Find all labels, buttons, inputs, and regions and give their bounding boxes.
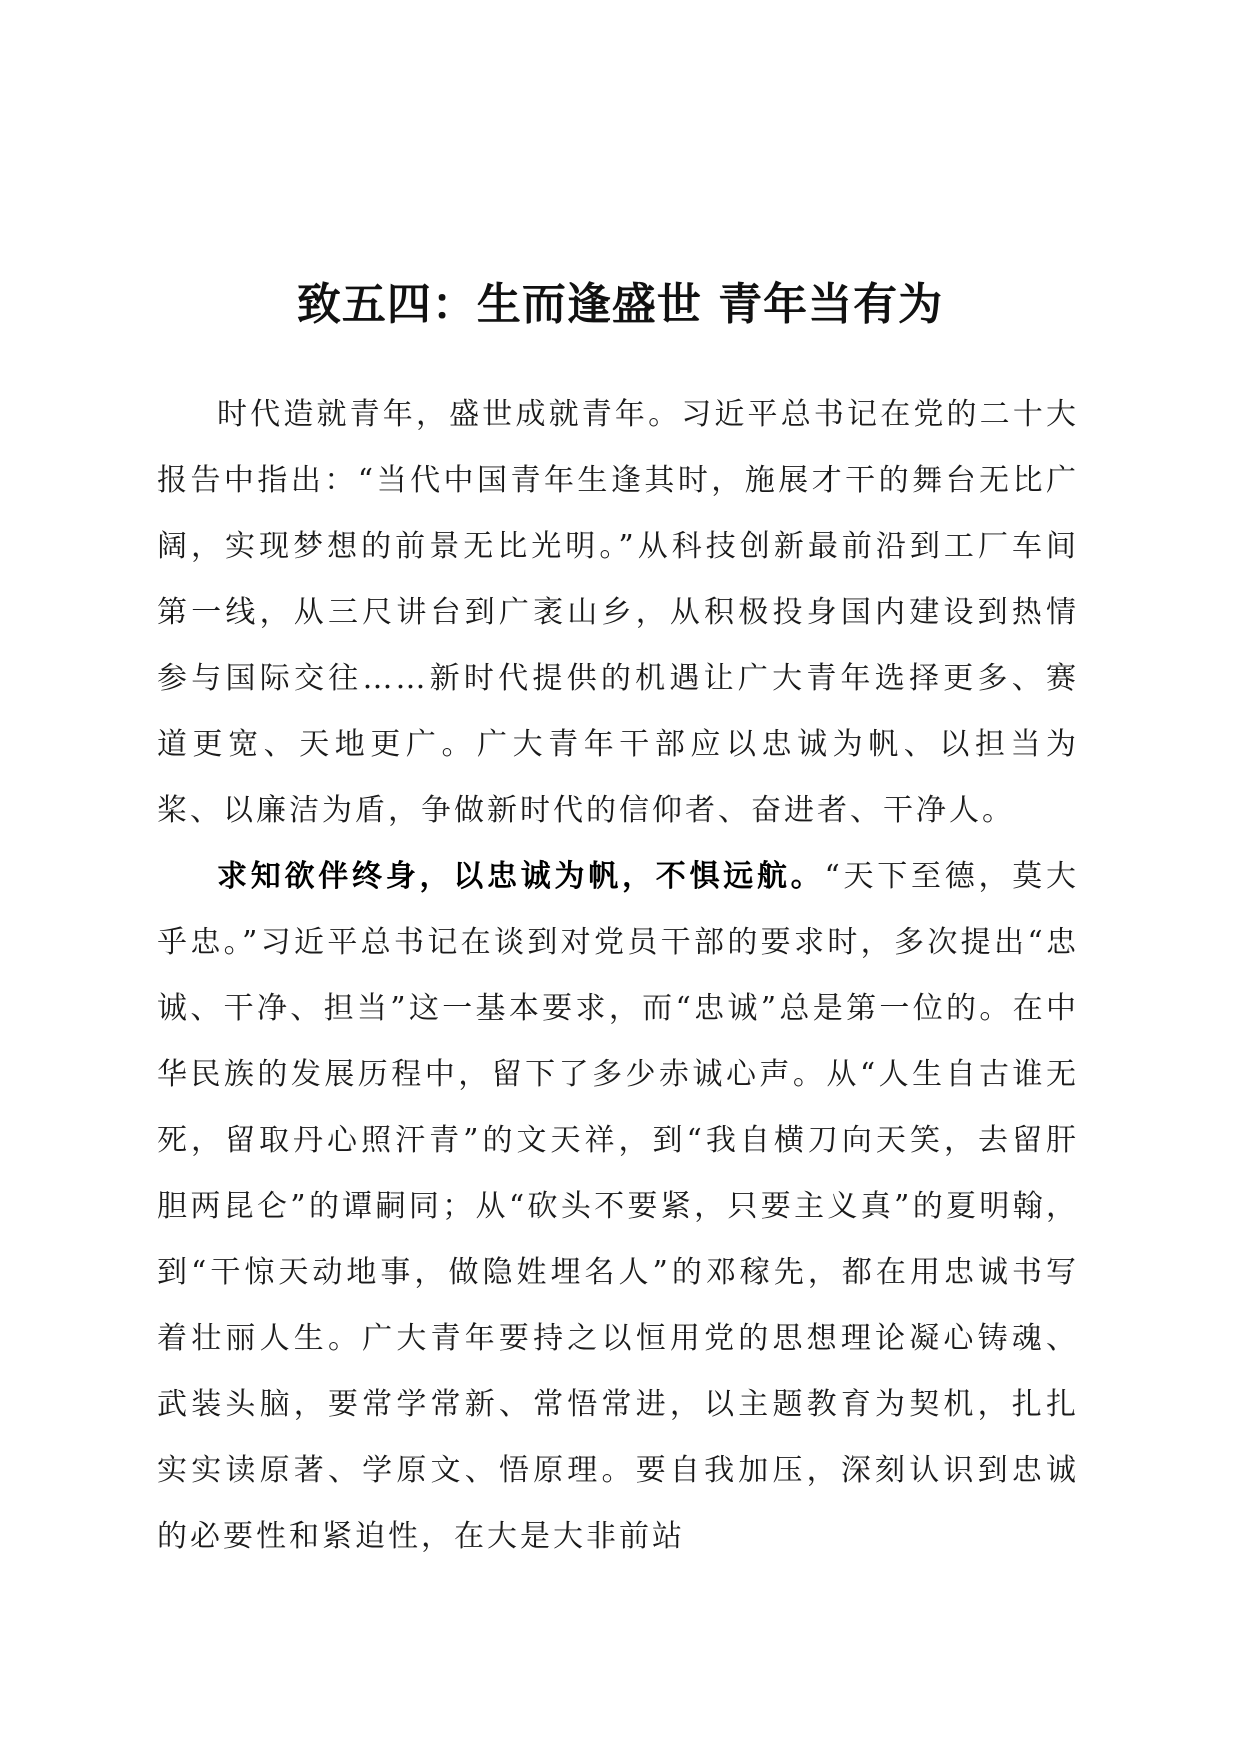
- paragraph-1: [157, 382, 1079, 844]
- paragraph-2: [157, 844, 1079, 1570]
- document-title: 致五四：生而逢盛世 青年当有为: [296, 279, 944, 331]
- document-body: [157, 382, 1079, 1570]
- paragraph-2-lead: 求知欲伴终身，以忠诚为帆，不惧远航。: [217, 859, 825, 894]
- paragraph-1-text: 时代造就青年，盛世成就青年。习近平总书记在党的二十大报告中指出：“当代中国青年生逢其时，施展才干的舞台无比广阔，实现梦想的前景无比光明。”从科技创新最前沿到工厂车间第一线，从三尺讲台到广袤山乡，从积极投身国内建设到热情参与国际交往……新时代提供的机遇让广大青年选择更多、赛道更宽、天地更广。广大青年干部应以忠诚为帆、以担当为桨、以廉洁为盾，争做新时代的信仰者、奋进者、干净人。: [157, 397, 1079, 828]
- paragraph-2-text: “天下至德，莫大乎忠。”习近平总书记在谈到对党员干部的要求时，多次提出“忠诚、干净、担当”这一基本要求，而“忠诚”总是第一位的。在中华民族的发展历程中，留下了多少赤诚心声。从“人生自古谁无死，留取丹心照汗青”的文天祥，到“我自横刀向天笑，去留肝胆两昆仑”的谭嗣同；从“砍头不要紧，只要主义真”的夏明翰，到“干惊天动地事，做隐姓埋名人”的邓稼先，都在用忠诚书写着壮丽人生。广大青年要持之以恒用党的思想理论凝心铸魂、武装头脑，要常学常新、常悟常进，以主题教育为契机，扎扎实实读原著、学原文、悟原理。要自我加压，深刻认识到忠诚的必要性和紧迫性，在大是大非前站: [157, 859, 1079, 1554]
